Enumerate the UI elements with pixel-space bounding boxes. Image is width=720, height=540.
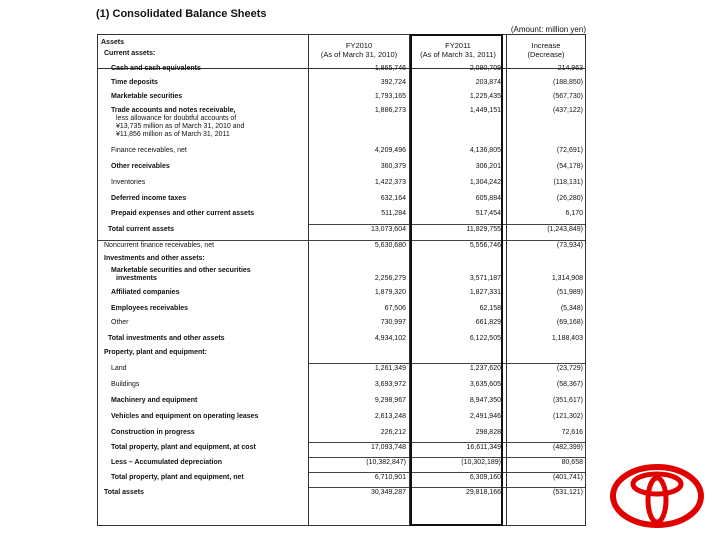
row-value-v2: 3,571,187 [469,275,501,282]
row-label: Prepaid expenses and other current assets [111,210,255,217]
row-label: Current assets: [104,50,156,57]
row-label: Machinery and equipment [111,397,198,404]
header-fy2011-title: FY2011 [445,41,471,50]
row-label: Deferred income taxes [111,195,187,202]
row-value-v3: (58,367) [556,381,583,388]
row-value-v3: (121,302) [553,413,583,420]
row-value-v3: 72,616 [561,429,583,436]
row-value-v2: (10,302,189) [461,459,501,466]
row-value-v3: (23,729) [556,365,583,372]
row-label: ¥11,856 million as of March 31, 2011 [116,131,230,138]
row-separator [98,240,585,241]
row-label: Affiliated companies [111,289,180,296]
row-value-v1: 5,630,680 [374,242,406,249]
row-label: Total assets [104,489,144,496]
row-label: Total property, plant and equipment, net [111,474,244,481]
row-value-v2: 6,309,160 [469,474,501,481]
row-value-v2: 1,237,620 [469,365,501,372]
row-value-v2: 16,611,349 [466,444,501,451]
header-change [507,41,585,59]
row-value-v1: 511,284 [381,210,406,217]
row-value-v3: (401,741) [553,474,583,481]
row-value-v1: 4,934,102 [374,335,406,342]
row-value-v2: 62,158 [479,305,501,312]
row-value-v2: 517,454 [475,210,501,217]
row-value-v1: 6,710,901 [374,474,406,481]
table-header [98,35,585,69]
row-label: investments [116,275,157,282]
row-value-v3: 214,963 [557,65,583,72]
row-label: Cash and cash equivalents [111,65,201,72]
row-label: Property, plant and equipment: [104,349,207,356]
row-label: Marketable securities [111,93,183,100]
row-value-v3: (73,934) [556,242,583,249]
row-value-v2: 605,884 [475,195,501,202]
row-value-v3: (72,691) [556,147,583,154]
row-value-v2: 8,947,350 [469,397,501,404]
row-label: Buildings [111,381,140,388]
row-value-v2: 1,225,435 [469,93,501,100]
row-value-v1: 730,997 [380,319,406,326]
row-value-v1: 1,422,373 [374,179,406,186]
row-value-v3: (54,178) [556,163,583,170]
row-value-v3: 80,658 [561,459,583,466]
row-value-v3: (69,168) [556,319,583,326]
row-value-v3: 1,188,403 [551,335,583,342]
row-value-v2: 306,201 [475,163,501,170]
toyota-logo-icon [610,464,704,528]
row-value-v2: 203,874 [475,79,501,86]
row-value-v1: 2,613,248 [374,413,406,420]
row-value-v3: (188,850) [553,79,583,86]
row-value-v2: 2,080,709 [469,65,501,72]
column-divider [308,35,309,525]
row-value-v2: 6,122,505 [469,335,501,342]
row-value-v2: 298,828 [475,429,501,436]
row-label: Noncurrent finance receivables, net [104,242,215,249]
row-label: Total investments and other assets [108,335,225,342]
row-value-v3: 1,314,908 [551,275,583,282]
row-label: Finance receivables, net [111,147,187,154]
balance-sheet-table [97,34,586,526]
row-value-v1: 1,879,320 [374,289,406,296]
row-label: Trade accounts and notes receivable, [111,107,236,114]
row-value-v3: (118,131) [553,179,583,186]
row-value-v1: 9,298,967 [374,397,406,404]
row-value-v2: 29,818,166 [465,489,501,496]
row-value-v3: (567,730) [553,93,583,100]
row-label: ¥13,735 million as of March 31, 2010 and [116,123,245,130]
row-value-v1: 3,693,972 [374,381,406,388]
row-value-v1: 17,093,748 [370,444,406,451]
row-value-v1: 392,724 [380,79,406,86]
row-value-v1: 1,865,746 [374,65,406,72]
row-value-v2: 3,635,605 [469,381,501,388]
row-label: Other [111,319,129,326]
row-label: Marketable securities and other securities [111,267,251,274]
row-value-v1: 30,349,287 [370,489,406,496]
unit-note: (Amount: million yen) [510,25,586,34]
row-value-v1: 2,256,279 [374,275,406,282]
row-value-v1: 360,379 [380,163,406,170]
row-value-v2: 2,491,946 [469,413,501,420]
row-label: Land [111,365,127,372]
row-value-v3: 6,170 [565,210,583,217]
row-label: Inventories [111,179,146,186]
row-value-v3: (26,280) [556,195,583,202]
row-label: Total property, plant and equipment, at cost [111,444,256,451]
row-value-v3: (1,243,849) [547,226,583,233]
header-change-sub: (Decrease) [527,50,565,59]
row-value-v2: 1,304,242 [469,179,501,186]
row-value-v3: (531,121) [553,489,583,496]
row-value-v1: 1,261,349 [374,365,406,372]
header-fy2010-title: FY2010 [345,41,373,50]
fy2011-highlight-box [410,34,503,526]
row-value-v3: (351,617) [553,397,583,404]
row-label: less allowance for doubtful accounts of [116,115,237,122]
row-label: Assets [101,39,124,46]
row-value-v2: 5,556,746 [469,242,501,249]
row-label: Other receivables [111,163,170,170]
row-label: Investments and other assets: [104,255,205,262]
row-value-v2: 4,136,805 [469,147,501,154]
row-value-v3: (5,348) [560,305,583,312]
row-value-v1: 632,164 [380,195,406,202]
row-value-v3: (482,399) [553,444,583,451]
row-value-v2: 11,829,755 [466,226,501,233]
row-label: Less – Accumulated depreciation [111,459,222,466]
row-value-v3: (437,122) [553,107,583,114]
row-value-v1: 4,209,496 [374,147,406,154]
row-value-v1: 13,073,604 [370,226,406,233]
row-label: Vehicles and equipment on operating leases [111,413,259,420]
row-value-v3: (51,989) [556,289,583,296]
header-fy2010-sub: (As of March 31, 2010) [320,50,398,59]
row-value-v1: 226,212 [380,429,406,436]
row-value-v1: 1,886,273 [374,107,406,114]
row-value-v1: 1,793,165 [374,93,406,100]
header-fy2011-sub: (As of March 31, 2011) [420,50,496,59]
row-label: Employees receivables [111,305,189,312]
row-label: Time deposits [111,79,158,86]
row-value-v1: 67,506 [384,305,406,312]
row-value-v2: 1,449,151 [469,107,501,114]
header-change-title: Increase [531,41,561,50]
row-label: Construction in progress [111,429,195,436]
page-title: (1) Consolidated Balance Sheets [96,8,267,20]
row-value-v2: 1,827,331 [469,289,501,296]
row-value-v2: 661,829 [475,319,501,326]
row-value-v1: (10,382,847) [366,459,406,466]
row-label: Total current assets [108,226,175,233]
header-fy2010 [309,41,409,59]
